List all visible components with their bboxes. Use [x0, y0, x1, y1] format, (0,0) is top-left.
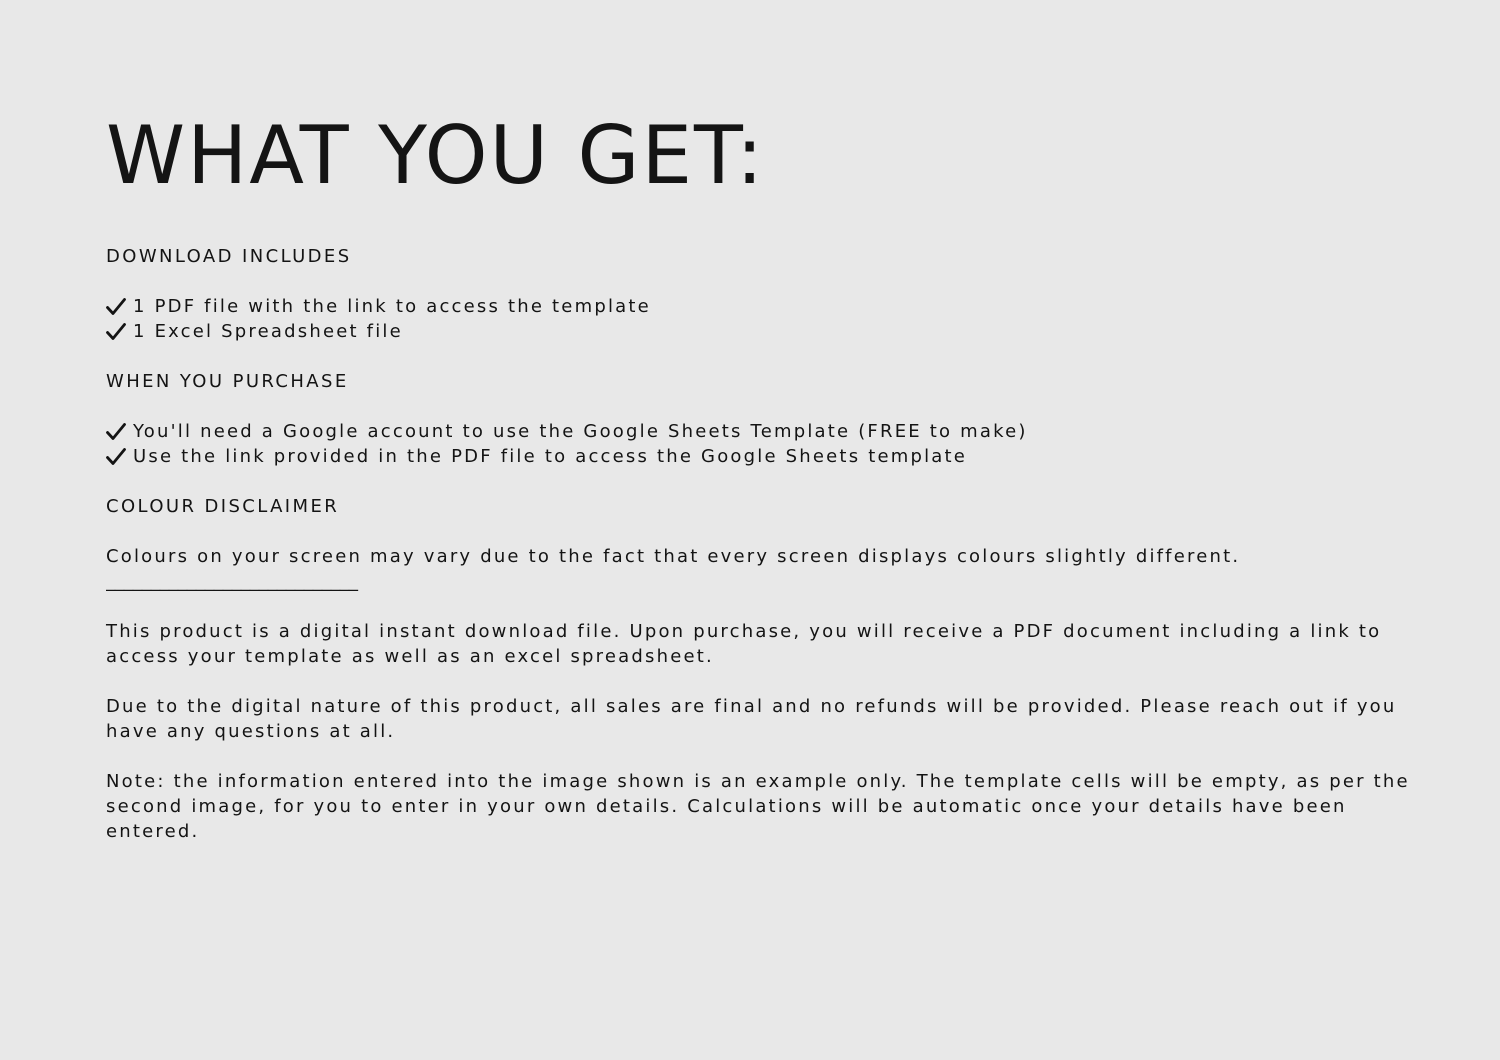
page-title: WHAT YOU GET: [106, 109, 766, 202]
colour-disclaimer-text: Colours on your screen may vary due to the fact that every screen displays colours slightly different. [106, 546, 1241, 567]
list-item-text: You'll need a Google account to use the Google Sheets Template (FREE to make) [133, 421, 1028, 442]
list-item [106, 444, 1416, 469]
check-icon [106, 444, 126, 469]
list-item [106, 294, 1416, 319]
section-heading-colour-disclaimer: COLOUR DISCLAIMER [106, 496, 340, 517]
list-item [106, 419, 1416, 444]
list-item [106, 319, 1416, 344]
list-item-text: 1 PDF file with the link to access the template [133, 296, 651, 317]
paragraph-note: Note: the information entered into the image shown is an example only. The template cells will be empty, as per the second image, for you to enter in your own details. Calculations will be automatic once your details have been entered. [106, 771, 1410, 842]
spacer [106, 594, 1416, 619]
check-icon [106, 294, 126, 319]
list-item-text: Use the link provided in the PDF file to access the Google Sheets template [133, 446, 968, 467]
check-icon [106, 419, 126, 444]
check-icon [106, 319, 126, 344]
download-includes-list [106, 294, 1416, 344]
section-heading-when-you-purchase: WHEN YOU PURCHASE [106, 371, 349, 392]
paragraph-digital-download: This product is a digital instant download file. Upon purchase, you will receive a PDF document including a link to access your template as well as an excel spreadsheet. [106, 621, 1382, 667]
divider-line: ____________________________ [106, 571, 358, 592]
when-you-purchase-list [106, 419, 1416, 469]
content [106, 244, 1416, 869]
list-item-text: 1 Excel Spreadsheet file [133, 321, 403, 342]
section-heading-download-includes: DOWNLOAD INCLUDES [106, 246, 352, 267]
paragraph-refund-policy: Due to the digital nature of this product, all sales are final and no refunds will be provided. Please reach out if you have any questions at all. [106, 696, 1397, 742]
